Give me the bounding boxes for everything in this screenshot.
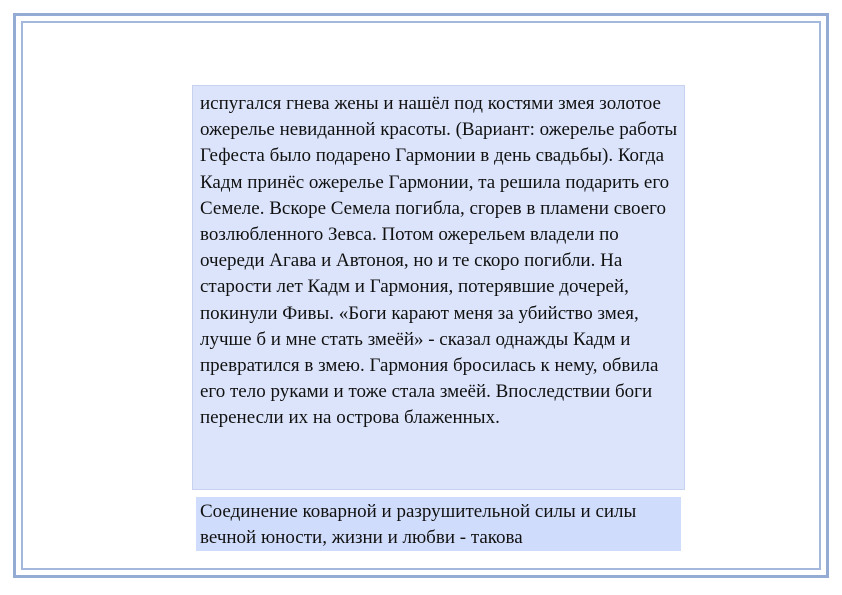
- secondary-text-box: Соединение коварной и разрушительной силы и силы вечной юности, жизни и любви - такова: [196, 497, 681, 551]
- main-text-box: испугался гнева жены и нашёл под костями змея золотое ожерелье невиданной красоты. (Вариант: ожерелье работы Гефеста было подарено Гармонии в день свадьбы). Когда Кадм принёс ожерелье Гармонии, та решила подарить его Семеле. Вскоре Семела погибла, сгорев в пламени своего возлюбленного Зевса. Потом ожерельем владели по очереди Агава и Автоноя, но и те скоро погибли. На старости лет Кадм и Гармония, потерявшие дочерей, покинули Фивы. «Боги карают меня за убийство змея, лучше б и мне стать змеёй» - сказал однажды Кадм и превратился в змею. Гармония бросилась к нему, обвила его тело руками и тоже стала змеёй. Впоследствии боги перенесли их на острова блаженных.: [192, 85, 685, 490]
